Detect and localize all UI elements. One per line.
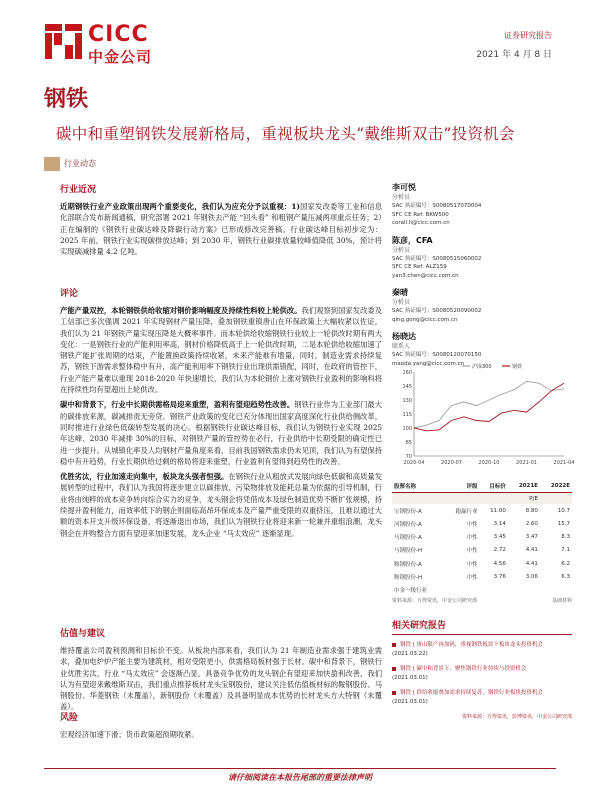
brand-en: CICC	[88, 22, 149, 47]
section-title: 评论	[60, 289, 79, 299]
table-cell[interactable]: 中金一级行业	[394, 587, 428, 594]
table-cell: 中性	[466, 561, 478, 568]
related-source: 资料来源：万得资讯，彭博资讯，中金公司研究部	[461, 714, 572, 720]
table-body	[392, 493, 572, 597]
paragraph	[60, 305, 382, 395]
related-link[interactable]: 钢铁 | 供给收缩叠加需求持续复苏，钢铁行业板块投资机会	[400, 690, 543, 696]
tag-marker	[44, 157, 60, 171]
analyst-detail: SAC 执证编号：S0080517070004	[392, 203, 482, 209]
table-cell: 2.60	[525, 520, 538, 527]
table-cell: 8.3	[561, 534, 570, 541]
analyst-card	[392, 287, 572, 324]
col-header: 2021E	[508, 480, 540, 493]
footer-disclaimer[interactable]: 请仔细阅读在本报告尾部的重要法律声明	[228, 772, 372, 782]
paragraph	[60, 399, 382, 467]
table-header-row	[392, 480, 572, 493]
related-reports	[392, 618, 572, 720]
paragraph-lead: 碳中和背景下，行业中长期供需格局迎来重塑，盈利有望迎趋势性改善。	[60, 400, 295, 410]
analyst-role: 分析员	[392, 299, 411, 306]
table-source-text: 资料来源：万得资讯，中金公司研究部	[392, 598, 478, 604]
bullet-icon	[392, 667, 396, 671]
bullet-icon	[392, 643, 396, 647]
analyst-name: 李可悦	[392, 183, 416, 192]
table-cell: 3.47	[525, 534, 538, 541]
table-cell[interactable]: 河钢股份-A	[394, 521, 422, 528]
table-cell[interactable]: 宝钢股份-A	[394, 508, 422, 515]
paragraph	[60, 471, 382, 539]
analyst-email[interactable]: yan3.chen@cicc.com.cn	[392, 272, 459, 279]
table-cell	[392, 493, 443, 505]
table-cell: 3.14	[493, 520, 506, 527]
section-valuation	[60, 626, 382, 717]
table-cell: 中性	[466, 574, 478, 581]
table-cell: P/E	[508, 493, 540, 505]
footer-divider	[44, 768, 556, 769]
table-cell: 8.80	[525, 507, 538, 514]
analyst-name: 秦晴	[392, 288, 408, 297]
table-cell	[479, 493, 507, 505]
related-link[interactable]: 钢铁 | 唐山限产再加码，重视钢铁板块下板块龙头投资机会	[400, 642, 543, 648]
table-cell[interactable]: 鞍钢股份-H	[394, 574, 423, 581]
table-source	[392, 597, 572, 604]
table-cell: 跑赢行业	[455, 508, 478, 515]
table-cell: 15.7	[557, 520, 570, 527]
analyst-email[interactable]: corall.li@cicc.com.cn	[392, 220, 450, 226]
analyst-detail: SAC 执证编号：S0080120070150	[392, 352, 482, 358]
y-tick-label: 145	[402, 384, 412, 390]
cicc-logo	[44, 20, 174, 70]
analyst-detail: SAC 执证编号：S0080515060002	[392, 255, 482, 262]
table-row	[392, 531, 572, 544]
table-cell[interactable]: 马钢股份-H	[394, 548, 423, 555]
paragraph-body: 钢铁行业作为工业部门最大的碳排放来源，碳减排责无旁贷。钢铁产业政策的变化已充分体现出国家高度深化行业供给侧改革，同时推进行业绿色低碳转型发展的决心。根据钢铁行业碳达峰目标，我们认为钢铁行业实现 2025 年达峰、2030 年减排 30%的目标，对钢铁产量的管控势在必行，行业供给中长期受限的确定性已进一步提升。从城镇化率及人均钢材产量角度来看，目前我国钢铁需求仍未见顶，我们认为有望保持稳中有升趋势，行业长期供给过剩的格局将迎来重塑，行业盈利有望得到趋势性的改善。	[60, 400, 383, 466]
table-cell: 3.45	[493, 534, 506, 541]
table-row	[392, 583, 572, 596]
section-title: 风险	[60, 713, 79, 723]
table-note: 基础材料	[551, 598, 572, 604]
x-tick-label: 2020-07	[441, 460, 462, 466]
section-recent	[60, 182, 382, 261]
analyst-detail: SAC 执证编号：S0080520090002	[392, 308, 482, 314]
table-row	[392, 544, 572, 557]
analyst-role: 联系人	[392, 343, 411, 350]
analyst-detail: SFC CE Ref: BKW500	[392, 211, 449, 218]
col-header: 目标价	[479, 480, 507, 493]
analyst-list	[392, 182, 572, 375]
x-tick-label: 2020-04	[403, 460, 425, 466]
table-row	[392, 557, 572, 570]
analyst-email[interactable]: maoda.yang@cicc.com.cn	[392, 360, 465, 367]
table-cell: 中性	[466, 521, 478, 528]
table-cell	[479, 583, 507, 596]
table-cell: 7.1	[561, 547, 570, 554]
table-cell: 3.76	[493, 573, 506, 580]
legend-label: 沪深300	[472, 364, 492, 370]
section-title: 行业近况	[60, 185, 97, 195]
industry-title: 钢铁	[44, 87, 89, 112]
analyst-name: 陈彦，CFA	[392, 235, 433, 245]
rating-table	[392, 480, 572, 597]
paragraph-body: 我们观察到国家发改委及工信部已多次强调 2021 年实现钢材产量压降，叠加钢铁重镇唐山在环保政策上大幅收紧以佐证，我们认为 21 年钢铁产量实现压降是大概率事件。而本轮供给收缩钢铁行业较上一轮供改时期有两大变化：一是钢铁行业的产能利用率高，钢材价格降低高于上一轮供改时期，二是本轮供给收缩加速了钢铁产能扩张周期的结束，产能置换政策持续收紧，未来产能难有增量，同时，制造业需求持续复苏，钢铁下游需求整体稳中有升，高产能利用率下钢铁行业出现供需错配，同时，在政府的管控下，行业产能产量难以重现 2018-2020 年快速增长，我们认为本轮钢价上涨对钢铁行业盈利的影响料将在持续性均有望超出上轮供改。	[60, 306, 382, 395]
paragraph: 宏观经济加速下滑；货币政策超预期收紧。	[60, 730, 199, 739]
analyst-role: 分析员	[392, 194, 411, 201]
table-cell	[508, 583, 540, 596]
table-cell[interactable]: 马钢股份-A	[394, 535, 422, 542]
related-date: (2021.03.22)	[392, 651, 428, 657]
related-title: 相关研究报告	[392, 618, 572, 635]
analyst-card	[392, 182, 572, 228]
paragraph-body: 国家发改委等工业和信息化部联合发布新闻通稿，研究部署 2021 年钢铁去产能 “回头看” 和粗钢产量压减两项重点任务；2）正在编制的《钢铁行业碳达峰及降碳行动方案》已形成修改完善稿。行业碳达峰目标初步定为：2025 年前，钢铁行业实现碳排放达峰；到 2030 年，钢铁行业碳排放量较峰值降低 30%，预计将实现碳减排量 4.2 亿吨。	[60, 202, 383, 257]
report-title: 碳中和重塑钢铁发展新格局，重视板块龙头“戴维斯双击”投资机会	[56, 125, 515, 143]
analyst-card	[392, 235, 572, 281]
cicc-logo-mark-icon	[44, 22, 84, 64]
table-cell: 中性	[466, 548, 478, 555]
table-cell: 4.56	[493, 560, 506, 567]
chart-svg	[392, 360, 575, 468]
table-cell	[443, 493, 479, 505]
related-link[interactable]: 钢铁 | 碳中和背景下，聚焦钢铁行业持续与投资机会	[400, 666, 527, 672]
section-risk	[60, 710, 382, 744]
y-tick-label: 70	[405, 454, 412, 460]
x-tick-label: 2021-01	[516, 460, 537, 466]
report-date: 2021 年 4 月 8 日	[476, 50, 552, 60]
col-header: 股票名称	[392, 480, 443, 493]
related-item[interactable]	[392, 641, 572, 659]
performance-chart	[392, 360, 575, 468]
table-cell	[540, 493, 572, 505]
paragraph-lead: 近期钢铁行业产业政策出现两个重要变化，我们认为应充分予以重视：1)	[60, 202, 300, 211]
table-cell: 中性	[466, 535, 478, 542]
paragraph-body: 在钢铁行业从粗放式发展向绿色低碳和高质量发展转型的过程中，我们认为我国将逐步建立以碳排放、污染物排放及能耗总量为依据的引导机制，行业将由纯粹的成本竞争转向综合实力的竞争，龙头钢企将凭借成本及绿色制造优势不断扩张规模，持续提升盈利能力，而效率低下的钢企则面临高昂环保成本及产量严重受限的双重挤压，且难以通过大额的资本开支升级环保设备，将逐渐退出市场，我们认为钢铁行业将迎来新一轮兼并重组浪潮，龙头钢企在并购整合方面有望迎来加速发展，龙头企业 “马太效应” 逐渐显现。	[60, 472, 382, 538]
report-tag	[44, 157, 144, 171]
x-tick-label: 2020-10	[478, 460, 500, 466]
analyst-name: 杨晓达	[392, 332, 416, 341]
bullet-icon	[392, 691, 396, 695]
table-cell: 6.2	[561, 560, 570, 567]
table-row	[392, 570, 572, 583]
analyst-email[interactable]: qing.gong@cicc.com.cn	[392, 316, 458, 323]
paragraph-lead: 优胜劣汰，行业加速走向集中，板块龙头强者恒强。	[60, 472, 229, 482]
related-date: (2021.03.01)	[392, 675, 428, 681]
table-cell: 4.41	[525, 560, 538, 567]
related-item[interactable]	[392, 665, 572, 683]
table-cell: 3.06	[525, 573, 538, 580]
related-item[interactable]	[392, 689, 572, 707]
series-line-steel	[414, 383, 564, 431]
y-tick-label: 100	[402, 426, 412, 432]
analyst-detail: SFC CE Ref: ALZ159	[392, 264, 447, 270]
y-tick-label: 160	[402, 370, 412, 376]
legend-label: 钢铁	[512, 364, 523, 370]
section-title: 估值与建议	[60, 629, 106, 639]
table-row	[392, 504, 572, 517]
y-tick-label: 115	[402, 412, 412, 418]
paragraph: 维持覆盖公司盈利预测和目标价不变。从板块内部来看，我们认为 21 年制造业需求强于建筑业需求，叠加电炉炉产能主要为建筑材，相对受限更小，供需格局板材强于长材。碳中和背景下，钢铁行业优胜劣汰，行业 “马太效应” 会逐渐凸显，具备竞争优势的龙头钢企有望迎来加快盈利改善，我们认为有望迎来戴维斯双击，我们重点推荐板材龙头宝钢股份，建议关注低估值板材标的鞍钢股份、马钢股份、华菱钢铁（未覆盖），新钢股份（未覆盖）及具备明显成本优势的长材龙头方大特钢（未覆盖）。	[60, 646, 382, 712]
table-subheader-row	[392, 493, 572, 505]
table-cell: 2.72	[493, 547, 506, 554]
related-date: (2021.03.01)	[392, 699, 428, 705]
table-cell	[540, 583, 572, 596]
y-tick-label: 85	[405, 440, 412, 446]
brand-cn: 中金公司	[88, 48, 153, 66]
tag-label: 行业动态	[64, 159, 96, 168]
report-type: 证券研究报告	[504, 31, 552, 40]
col-header: 评级	[443, 480, 479, 493]
paragraph	[60, 201, 382, 257]
table-cell	[443, 583, 479, 596]
table-cell: 4.41	[525, 547, 538, 554]
table-cell: 6.3	[561, 573, 570, 580]
table-cell: 11.00	[490, 507, 506, 514]
table-cell: 10.7	[557, 507, 570, 514]
x-tick-label: 2021-04	[553, 460, 575, 466]
y-tick-label: 130	[402, 398, 412, 404]
section-comment	[60, 286, 382, 543]
paragraph-lead: 产能产量双控，本轮钢铁供给收缩对钢价影响幅度及持续性料较上轮供改。	[60, 306, 302, 315]
col-header: 2022E	[540, 480, 572, 493]
table-cell[interactable]: 鞍钢股份-A	[394, 561, 422, 568]
analyst-role: 分析员	[392, 246, 411, 254]
table-row	[392, 517, 572, 530]
